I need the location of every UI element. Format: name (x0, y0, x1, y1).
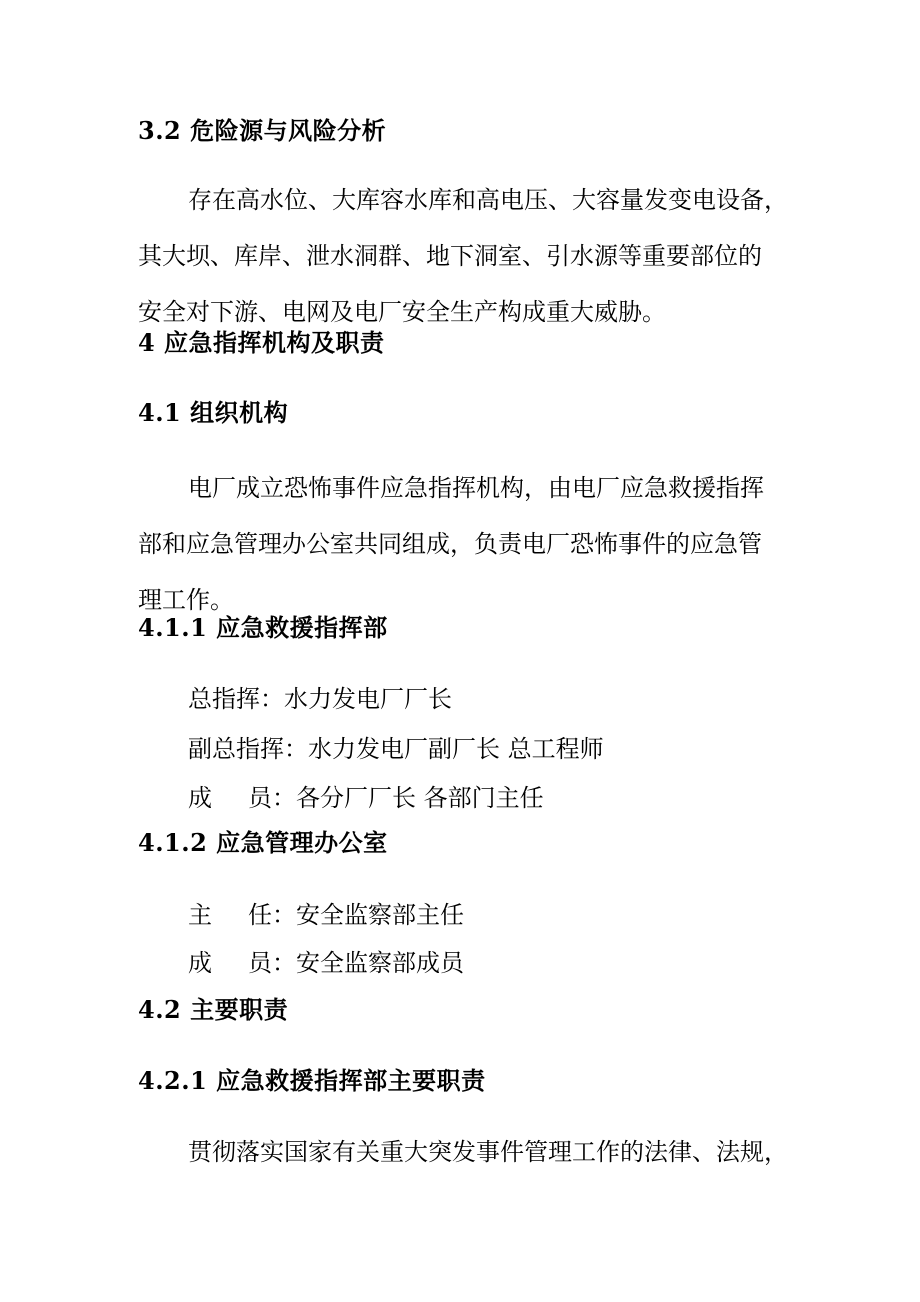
member-value: 水力发电厂厂长 (284, 685, 452, 713)
heading-4-1-1: 4.1.1 应急救援指挥部 (138, 613, 388, 642)
paragraph-line: 存在高水位、大库容水库和高电压、大容量发变电设备， (188, 186, 788, 214)
paragraph-duties (138, 1124, 788, 1180)
member-label-part: 员： (248, 784, 296, 812)
heading-4-2-1: 4.2.1 应急救援指挥部主要职责 (138, 1066, 486, 1095)
paragraph-line: 部和应急管理办公室共同组成，负责电厂恐怖事件的应急管 (138, 530, 762, 558)
member-row (188, 783, 544, 813)
paragraph-line: 电厂成立恐怖事件应急指挥机构，由电厂应急救援指挥 (188, 474, 764, 502)
member-label-part: 员： (248, 949, 296, 977)
member-label: 副总指挥： (188, 735, 308, 763)
member-row (188, 900, 464, 930)
member-label-part: 成 (188, 949, 212, 977)
member-label-part: 任： (248, 901, 296, 929)
heading-4-2: 4.2 主要职责 (138, 995, 289, 1024)
heading-4-1: 4.1 组织机构 (138, 398, 289, 427)
member-label-part: 主 (188, 901, 212, 929)
member-value: 水力发电厂副厂长 总工程师 (308, 735, 604, 763)
paragraph-line: 其大坝、库岸、泄水洞群、地下洞室、引水源等重要部位的 (138, 242, 762, 270)
heading-3-2: 3.2 危险源与风险分析 (138, 116, 387, 145)
paragraph-line: 贯彻落实国家有关重大突发事件管理工作的法律、法规， (188, 1138, 788, 1166)
member-label: 总指挥： (188, 685, 284, 713)
paragraph-line: 理工作。 (138, 586, 234, 614)
paragraph-risk-analysis (138, 172, 788, 340)
paragraph-line: 安全对下游、电网及电厂安全生产构成重大威胁。 (138, 298, 666, 326)
paragraph-organization (138, 460, 783, 628)
heading-4-1-2: 4.1.2 应急管理办公室 (138, 828, 388, 857)
member-value: 各分厂厂长 各部门主任 (296, 784, 544, 812)
member-row (188, 734, 604, 764)
member-row (188, 684, 452, 714)
heading-4: 4 应急指挥机构及职责 (138, 328, 385, 357)
member-value: 安全监察部成员 (296, 949, 464, 977)
member-row (188, 948, 464, 978)
member-label-part: 成 (188, 784, 212, 812)
member-value: 安全监察部主任 (296, 901, 464, 929)
